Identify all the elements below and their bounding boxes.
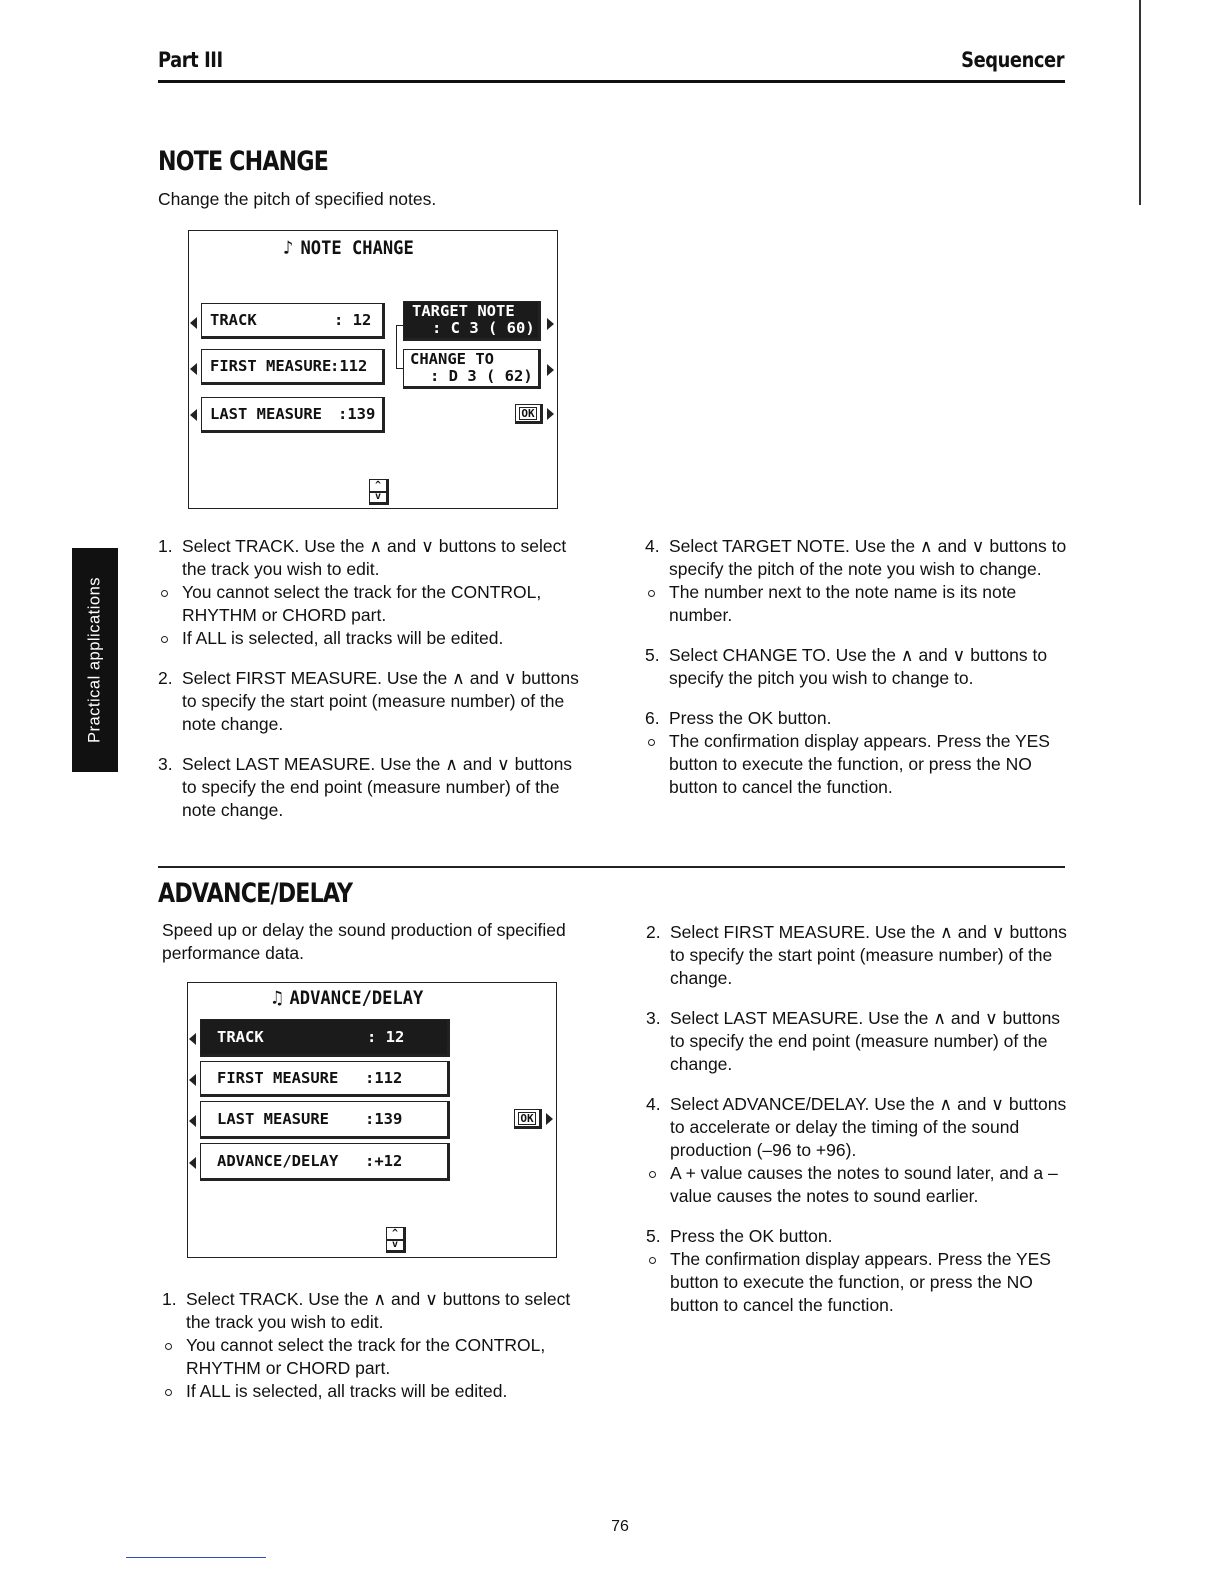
section-divider (158, 866, 1065, 868)
last-measure-field[interactable]: LAST MEASURE :139 (200, 1101, 450, 1139)
page-number: 76 (611, 1518, 629, 1535)
side-tab-label: Practical applications (85, 577, 104, 743)
ok-button[interactable]: OK (515, 404, 543, 424)
advance-delay-lcd (187, 982, 557, 1258)
track-left-arrow-icon[interactable] (189, 1033, 196, 1045)
note-change-title: NOTE CHANGE (158, 146, 329, 177)
step: 5. Select CHANGE TO. Use the ∧ and ∨ buttons to specify the pitch you wish to change to. (645, 645, 1048, 688)
note-change-lcd (188, 230, 558, 509)
header-section-label: Sequencer (961, 48, 1064, 72)
step: 2. Select FIRST MEASURE. Use the ∧ and ∨ buttons to specify the start point (measure number) of the change. (646, 922, 1067, 988)
ok-right-arrow-icon[interactable] (546, 1113, 553, 1125)
step: 6. Press the OK button. (645, 708, 832, 728)
step-note: A + value causes the notes to sound later, and a – value causes the notes to sound earlier. (646, 1162, 1068, 1208)
step: 4. Select TARGET NOTE. Use the ∧ and ∨ buttons to specify the pitch of the note you wish to change. (645, 536, 1067, 579)
note-edit-icon: ♪ (283, 237, 294, 259)
track-field[interactable]: TRACK : 12 (201, 303, 385, 339)
first-measure-left-arrow-icon[interactable] (189, 1074, 196, 1086)
advance-delay-steps-right (646, 921, 1068, 1317)
step: 3. Select LAST MEASURE. Use the ∧ and ∨ buttons to specify the end point (measure number) of the change. (646, 1008, 1061, 1074)
advance-delay-steps-left (162, 1288, 586, 1403)
step-note: If ALL is selected, all tracks will be edited. (162, 1380, 586, 1403)
first-measure-field[interactable]: FIRST MEASURE :112 (201, 349, 385, 385)
bottom-line (126, 1557, 266, 1558)
step: 5. Press the OK button. (646, 1226, 833, 1246)
track-field[interactable]: TRACK : 12 (200, 1019, 450, 1057)
last-measure-left-arrow-icon[interactable] (190, 409, 197, 421)
step: 1. Select TRACK. Use the ∧ and ∨ buttons to select the track you wish to edit. (162, 1289, 571, 1332)
step-note: You cannot select the track for the CONTROL, RHYTHM or CHORD part. (162, 1334, 586, 1380)
last-measure-left-arrow-icon[interactable] (189, 1115, 196, 1127)
step-note: If ALL is selected, all tracks will be edited. (158, 627, 582, 650)
step: 1. Select TRACK. Use the ∧ and ∨ buttons to select the track you wish to edit. (158, 536, 567, 579)
change-to-right-arrow-icon[interactable] (547, 364, 554, 376)
first-measure-field[interactable]: FIRST MEASURE :112 (200, 1061, 450, 1097)
step-note: The confirmation display appears. Press the YES button to execute the function, or press the NO button to cancel the function. (645, 730, 1067, 799)
target-note-right-arrow-icon[interactable] (547, 318, 554, 330)
step: 2. Select FIRST MEASURE. Use the ∧ and ∨ buttons to specify the start point (measure number) of the note change. (158, 668, 579, 734)
note-change-steps-right (645, 535, 1067, 799)
page-edge-line (1139, 0, 1141, 205)
side-tab (72, 548, 118, 772)
note-change-intro: Change the pitch of specified notes. (158, 189, 437, 209)
last-measure-field[interactable]: LAST MEASURE :139 (201, 397, 385, 433)
first-measure-left-arrow-icon[interactable] (190, 363, 197, 375)
step: 3. Select LAST MEASURE. Use the ∧ and ∨ buttons to specify the end point (measure number) of the note change. (158, 754, 573, 820)
step-note: The confirmation display appears. Press the YES button to execute the function, or press the NO button to cancel the function. (646, 1248, 1068, 1317)
header-part-label: Part III (158, 48, 223, 72)
up-down-icon[interactable]: ^ v (369, 479, 389, 505)
advance-delay-intro: Speed up or delay the sound production of specified performance data. (162, 920, 566, 963)
notes-icon: ♫ (272, 987, 283, 1009)
note-change-steps-left (158, 535, 582, 822)
advance-delay-title: ADVANCE/DELAY (158, 878, 353, 909)
step-note: The number next to the note name is its note number. (645, 581, 1067, 627)
change-to-field[interactable]: CHANGE TO : D 3 ( 62) (403, 349, 541, 389)
lcd-title: ♫ ADVANCE/DELAY (272, 987, 424, 1009)
track-left-arrow-icon[interactable] (190, 317, 197, 329)
up-down-icon[interactable]: ^ v (386, 1227, 406, 1253)
target-note-field[interactable]: TARGET NOTE : C 3 ( 60) (403, 301, 541, 341)
header-rule (158, 80, 1065, 83)
step: 4. Select ADVANCE/DELAY. Use the ∧ and ∨ buttons to accelerate or delay the timing of the sound production (–96 to +96). (646, 1094, 1067, 1160)
ok-right-arrow-icon[interactable] (547, 408, 554, 420)
advance-delay-left-arrow-icon[interactable] (189, 1157, 196, 1169)
ok-button[interactable]: OK (514, 1109, 542, 1129)
step-note: You cannot select the track for the CONTROL, RHYTHM or CHORD part. (158, 581, 582, 627)
advance-delay-field[interactable]: ADVANCE/DELAY :+12 (200, 1143, 450, 1181)
lcd-title: ♪ NOTE CHANGE (283, 237, 414, 259)
